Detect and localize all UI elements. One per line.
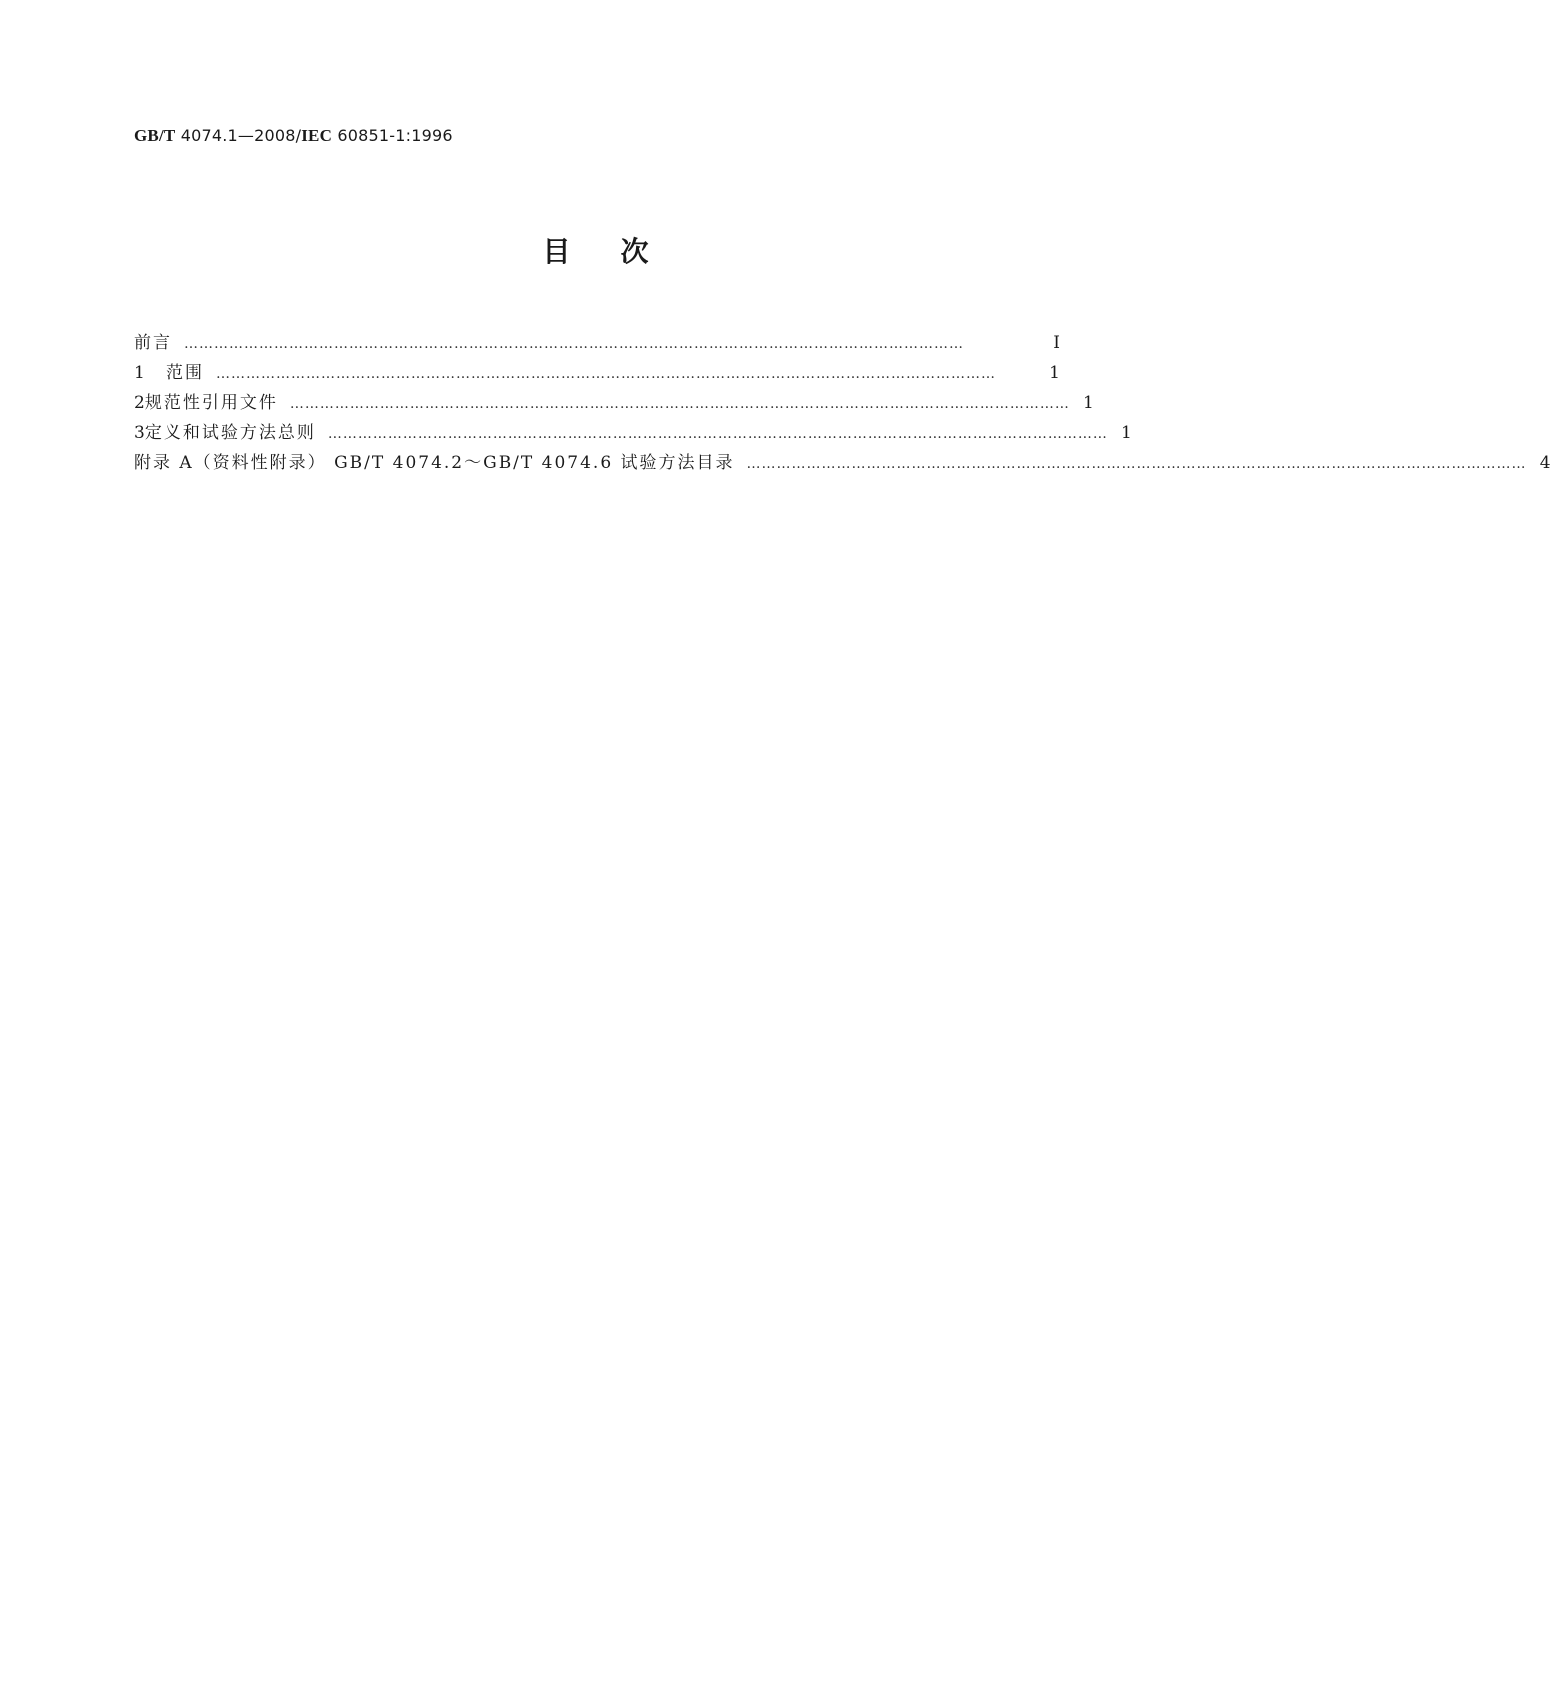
toc-section-number: 2 <box>134 393 145 413</box>
toc-section-number: 1 <box>134 363 145 383</box>
toc-page-number: 4 <box>1539 453 1551 473</box>
toc-leader-dots: ………………………………………………………………………………………………………………………………………… <box>327 426 1108 442</box>
toc-page-number: 1 <box>1121 423 1132 443</box>
toc-entry-scope[interactable] <box>134 358 1060 388</box>
toc-label: 定义和试验方法总则 <box>144 423 316 443</box>
toc-entry-foreword[interactable] <box>134 328 1060 358</box>
toc-label: 前言 <box>134 333 172 353</box>
toc-leader-dots: ………………………………………………………………………………………………………………………………………… <box>216 366 996 382</box>
toc-leader-dots: ………………………………………………………………………………………………………………………………………… <box>746 456 1527 472</box>
toc-entry-normative-references[interactable] <box>134 388 1094 418</box>
toc-leader-dots: ………………………………………………………………………………………………………………………………………… <box>289 396 1070 412</box>
toc-leader-dots: ………………………………………………………………………………………………………………………………………… <box>184 336 964 352</box>
toc-entry-annex-a[interactable] <box>134 448 1551 478</box>
standard-number <box>134 126 453 146</box>
iec-prefix: IEC <box>301 126 333 145</box>
toc-label: 规范性引用文件 <box>144 393 278 413</box>
table-of-contents <box>134 328 1551 478</box>
iec-number: 60851-1:1996 <box>332 126 453 145</box>
toc-label: 附录 A（资料性附录） GB/T 4074.2～GB/T 4074.6 试验方法目录 <box>134 453 735 473</box>
toc-section-number: 3 <box>134 423 145 443</box>
toc-label: 范围 <box>166 363 204 383</box>
toc-page-number: 1 <box>1049 363 1060 383</box>
toc-page-number: 1 <box>1083 393 1094 413</box>
page-title: 目次 <box>542 235 699 268</box>
gb-number: 4074.1—2008/ <box>175 126 302 145</box>
toc-entry-definitions[interactable] <box>134 418 1132 448</box>
toc-page-number: I <box>1053 333 1060 353</box>
gb-prefix: GB/T <box>134 126 176 145</box>
